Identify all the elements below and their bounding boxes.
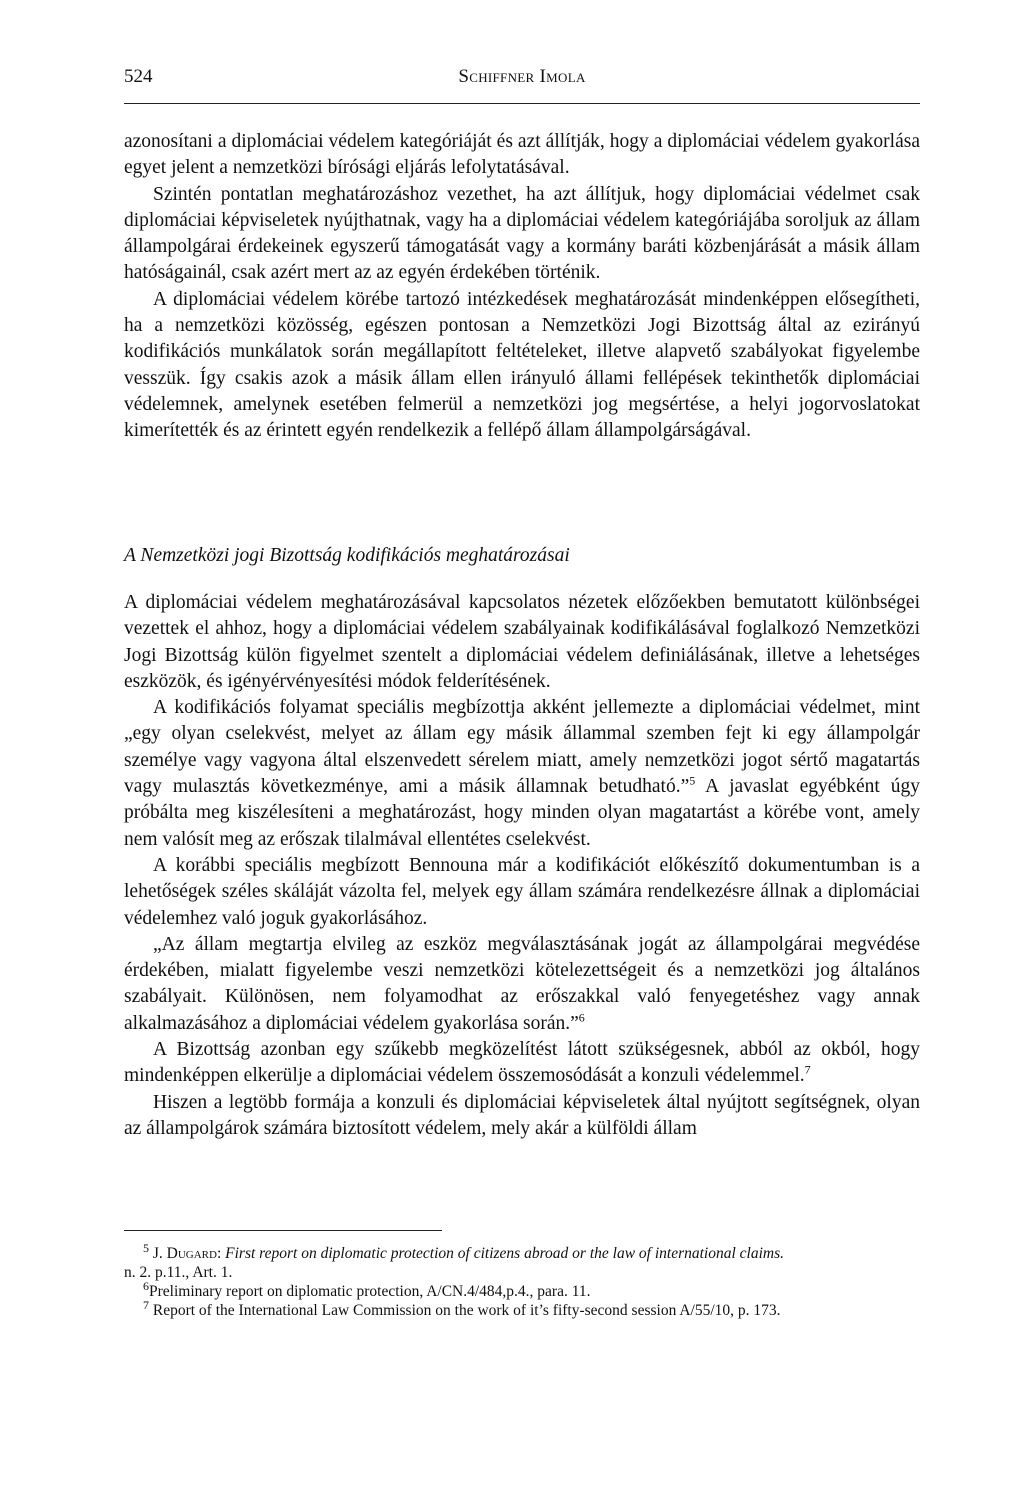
body-text-bottom bbox=[124, 590, 920, 1142]
paragraph bbox=[124, 695, 920, 853]
paragraph: A diplomáciai védelem meghatározásával kapcsolatos nézetek előzőekben bemutatott különbségei vezettek el ahhoz, hogy a diplomáciai védelem szabályainak kodifikálásával foglalkozó Nemzetközi Jogi Bizottság külön figyelmet szentelt a diplomáciai védelem definiálásának, illetve a lehetséges eszközök, és igényérvényesítési módok felderítésének. bbox=[124, 592, 920, 692]
footnote-text: Preliminary report on diplomatic protection, A/CN.4/484,p.4., para. 11. bbox=[149, 1283, 591, 1300]
footnote-ref: 5 bbox=[689, 773, 696, 788]
footnote-number: 7 bbox=[143, 1297, 149, 1312]
footnote-ref: 6 bbox=[578, 1010, 585, 1025]
footnote-title: First report on diplomatic protection of citizens abroad or the law of international claims. bbox=[225, 1245, 784, 1262]
paragraph: Szintén pontatlan meghatározáshoz vezethet, ha azt állítjuk, hogy diplomáciai védelmet csak diplomáciai képviseletek nyújthatnak, vagy ha a diplomáciai védelem kategóriájába soroljuk az állam állampolgárai érdekeinek egyszerű támogatását vagy a kormány baráti közbenjárását a másik állam hatóságainál, csak azért mert az az egyén érdekében történik. bbox=[124, 183, 920, 284]
footnote-number: 6 bbox=[143, 1278, 149, 1293]
body-text-top bbox=[124, 129, 920, 445]
quote-paragraph bbox=[124, 932, 920, 1037]
paragraph bbox=[124, 1037, 920, 1090]
paragraph: azonosítani a diplomáciai védelem kategóriáját és azt állítják, hogy a diplomáciai védelem gyakorlása egyet jelent a nemzetközi bírósági eljárás lefolytatásával. bbox=[124, 131, 920, 179]
footnote-5-continued: n. 2. p.11., Art. 1. bbox=[124, 1264, 233, 1281]
paragraph-text: A kodifikációs folyamat speciális megbízottja akként jellemezte a diplomáciai védelmet, mint „egy olyan cselekvést, melyet az állam egy másik állammal szemben fejt ki egy állampolgár személye vagy vagyona által elszenvedett sérelem miatt, amely nemzetközi jogot sértő magatartás vagy mulasztás következménye, ami a másik államnak betudható.” bbox=[124, 697, 920, 798]
paragraph-text: A Bizottság azonban egy szűkebb megközelítést látott szükségesnek, abból az okból, hogy mindenképpen elkerülje a diplomáciai védelem összemosódását a konzuli védelemmel. bbox=[124, 1039, 920, 1087]
footnote-ref: 7 bbox=[804, 1062, 811, 1077]
footnote-5 bbox=[124, 1240, 920, 1263]
section-title: A Nemzetközi jogi Bizottság kodifikációs meghatározásai bbox=[124, 545, 570, 566]
running-head: Schiffner Imola bbox=[458, 66, 586, 87]
footnote-6 bbox=[124, 1278, 920, 1301]
paragraph: A korábbi speciális megbízott Bennouna már a kodifikációt előkészítő dokumentumban is a lehetőségek széles skáláját vázolta fel, melyek egy állam számára rendelkezésre állnak a diplomáciai védelemhez való joguk gyakorlásához. bbox=[124, 854, 920, 929]
footnote-7 bbox=[124, 1297, 920, 1320]
page-header bbox=[124, 66, 920, 96]
paragraph: A diplomáciai védelem körébe tartozó intézkedések meghatározását mindenképpen elősegítheti, ha a nemzetközi közösség, egészen pontosan a Nemzetközi Jogi Bizottság által az ezirányú kodifikációs munkálatok során megállapított feltételeket, illetve alapvető szabályokat figyelembe vesszük. Így csakis azok a másik állam ellen irányuló állami fellépések tekinthetők diplomáciai védelemnek, amelynek esetében felmerül a nemzetközi jog megsértése, a helyi jogorvoslatokat kimerítették és az érintett egyén rendelkezik a fellépő állam állampolgárságával. bbox=[124, 288, 920, 442]
footnote-number: 5 bbox=[143, 1240, 149, 1255]
paragraph: Hiszen a legtöbb formája a konzuli és diplomáciai képviseletek által nyújtott segítségnek, olyan az állampolgárok számára biztosított védelem, mely akár a külföldi állam bbox=[124, 1091, 920, 1139]
footnote-text: Report of the International Law Commission on the work of it’s fifty-second session A/55/10, p. 173. bbox=[152, 1302, 781, 1319]
header-divider bbox=[124, 103, 920, 104]
footnote-author: J. Dugard: bbox=[152, 1245, 222, 1262]
footnotes bbox=[124, 1240, 920, 1320]
page-number: 524 bbox=[124, 66, 153, 87]
footnote-divider bbox=[124, 1230, 442, 1231]
paragraph-text: A javaslat egyébként úgy próbálta meg kiszélesíteni a meghatározást, hogy minden olyan magatartást a körébe vont, amely nem valósít meg az erőszak tilalmával ellentétes cselekvést. bbox=[124, 776, 921, 850]
paragraph-text: „Az állam megtartja elvileg az eszköz megválasztásának jogát az állampolgárai megvédése érdekében, mialatt figyelembe veszi nemzetközi kötelezettségeit és a nemzetközi jog általános szabályait. Különösen, nem folyamodhat az erőszakkal való fenyegetéshez vagy annak alkalmazásához a diplomáciai védelem gyakorlása során.” bbox=[124, 933, 920, 1034]
